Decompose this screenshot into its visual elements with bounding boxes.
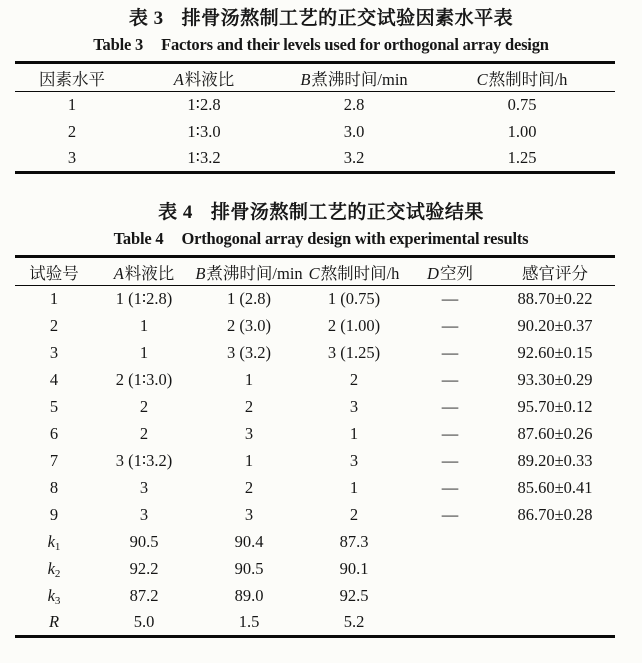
scanned-paper-page <box>0 6 642 638</box>
table-cell: 1∶2.8 <box>187 95 221 115</box>
table-cell: 87.2 <box>129 586 159 605</box>
table3-label-cn: 表 3 <box>128 8 164 29</box>
table-row <box>15 340 615 367</box>
table-row <box>15 610 615 637</box>
table-cell: 92.2 <box>129 559 159 578</box>
table-cell: 2 <box>244 478 254 497</box>
table-cell: 2 (1.00) <box>327 316 381 335</box>
column-header: C熬制时间/h <box>303 257 405 286</box>
table-cell: — <box>441 343 459 362</box>
row-label: 1 <box>49 289 59 309</box>
table-cell: 2 <box>349 370 359 389</box>
column-header: C熬制时间/h <box>429 63 615 92</box>
table-cell: 2 <box>244 397 254 416</box>
table-cell: 90.4 <box>234 532 264 551</box>
table4-label-en: Table 4 <box>113 229 164 248</box>
factor-letter: A <box>173 69 184 89</box>
table-cell: — <box>441 424 459 443</box>
table-cell: — <box>441 370 459 389</box>
table-row <box>15 367 615 394</box>
table3-grid <box>15 61 615 174</box>
column-header: B煮沸时间/min <box>279 63 429 92</box>
column-header: A料液比 <box>93 257 195 286</box>
table-cell: 1.00 <box>507 122 537 141</box>
table4-title-en: Orthogonal array design with experimental results <box>181 229 529 248</box>
table-cell: 3 <box>349 451 359 470</box>
table-cell: — <box>441 397 459 416</box>
table-cell: 1.25 <box>507 148 537 168</box>
table-cell: 89.0 <box>234 586 264 605</box>
column-header: A料液比 <box>129 63 279 92</box>
row-label: $k_1$ <box>47 532 61 553</box>
table-row <box>15 146 615 173</box>
table3-section <box>0 6 642 174</box>
factor-letter: C <box>476 69 488 89</box>
table4-grid <box>15 255 615 638</box>
factor-letter: A <box>113 263 124 283</box>
table-cell: 90.1 <box>339 559 369 578</box>
table-row <box>15 421 615 448</box>
table-cell: 1 <box>349 424 359 443</box>
table-cell: 89.20±0.33 <box>517 451 593 470</box>
row-label: $k_2$ <box>47 559 61 580</box>
table-cell <box>495 529 615 556</box>
table-cell: 85.60±0.41 <box>517 478 593 497</box>
table-cell <box>495 556 615 583</box>
table-cell: 1 <box>139 316 149 335</box>
factor-letter: B <box>195 263 206 283</box>
table-cell: 87.60±0.26 <box>517 424 593 443</box>
table-row <box>15 583 615 610</box>
row-label: 9 <box>49 505 59 524</box>
table-cell: 3 <box>244 424 254 443</box>
table-cell <box>495 583 615 610</box>
table-cell: 88.70±0.22 <box>517 289 593 309</box>
table-cell: 1 <box>139 343 149 362</box>
column-header: 感官评分 <box>495 257 615 286</box>
table-cell <box>405 556 495 583</box>
table-cell: 90.5 <box>234 559 264 578</box>
table-cell: 86.70±0.28 <box>517 505 593 524</box>
factor-letter: D <box>427 263 439 283</box>
table-row <box>15 394 615 421</box>
table-cell: 1 (2.8) <box>227 289 271 309</box>
table-cell <box>405 583 495 610</box>
table-cell: — <box>441 505 459 524</box>
table4-caption-english <box>0 226 642 252</box>
table-cell: 1∶3.0 <box>187 122 221 141</box>
table-cell: 3 <box>349 397 359 416</box>
table-cell: 1 <box>244 370 254 389</box>
table3-label-en: Table 3 <box>93 35 144 54</box>
row-label: 1 <box>67 95 77 115</box>
table-cell: — <box>441 451 459 470</box>
table-cell: 2 <box>139 424 149 443</box>
table-cell: 1 (1∶2.8) <box>115 289 173 309</box>
table-cell: 87.3 <box>339 532 369 551</box>
table-cell: 1∶3.2 <box>187 148 221 168</box>
table-cell: 3 <box>244 505 254 524</box>
table-cell <box>405 529 495 556</box>
row-label: R <box>48 612 60 632</box>
table-cell: 5.2 <box>343 612 365 632</box>
table-cell: — <box>441 478 459 497</box>
table-cell <box>495 610 615 637</box>
row-label: 2 <box>49 316 59 335</box>
table-cell: 92.60±0.15 <box>517 343 593 362</box>
table-cell: 2 <box>349 505 359 524</box>
table-cell: 2 (1∶3.0) <box>115 370 173 389</box>
row-label: 8 <box>49 478 59 497</box>
header-row <box>15 257 615 286</box>
factor-letter: B <box>300 69 311 89</box>
table-cell: 3 (3.2) <box>227 343 271 362</box>
row-label: 5 <box>49 397 59 416</box>
table-cell: 92.5 <box>339 586 369 605</box>
table4-label-cn: 表 4 <box>158 202 193 223</box>
table-row <box>15 502 615 529</box>
table-cell: 5.0 <box>133 612 155 632</box>
column-header: 因素水平 <box>15 63 129 92</box>
table-cell: 90.5 <box>129 532 159 551</box>
table4-section <box>0 200 642 638</box>
table-cell: 95.70±0.12 <box>517 397 593 416</box>
table-cell: 1 <box>244 451 254 470</box>
table-cell: 1 (0.75) <box>327 289 381 309</box>
table3-title-en: Factors and their levels used for orthogonal array design <box>161 35 549 54</box>
table4-title-cn: 排骨汤熬制工艺的正交试验结果 <box>210 202 484 223</box>
row-label: $k_3$ <box>47 586 61 607</box>
row-label: 3 <box>49 343 59 362</box>
header-row <box>15 63 615 92</box>
table-cell: 3 <box>139 505 149 524</box>
column-header: 试验号 <box>15 257 93 286</box>
table-row <box>15 313 615 340</box>
table-cell: — <box>441 289 459 309</box>
column-header: B煮沸时间/min <box>195 257 303 286</box>
table-cell: 0.75 <box>507 95 537 115</box>
table4-caption-chinese <box>0 200 642 226</box>
table-cell: 90.20±0.37 <box>517 316 593 335</box>
table-cell: 3.2 <box>343 148 365 168</box>
table-row <box>15 119 615 146</box>
table-cell: — <box>441 316 459 335</box>
row-label: 3 <box>67 148 77 168</box>
row-label: 7 <box>49 451 59 470</box>
table-cell: 3 <box>139 478 149 497</box>
table-row <box>15 286 615 313</box>
table3-caption-english <box>0 32 642 58</box>
table-cell: 3 (1∶3.2) <box>115 451 173 470</box>
row-label: 6 <box>49 424 59 443</box>
table-row <box>15 475 615 502</box>
row-label: 2 <box>67 122 77 141</box>
table-cell: 3.0 <box>343 122 365 141</box>
table-cell: 1.5 <box>238 612 260 632</box>
table3-caption-chinese <box>0 6 642 32</box>
table-row <box>15 556 615 583</box>
table-cell <box>405 610 495 637</box>
table-row <box>15 448 615 475</box>
row-label: 4 <box>49 370 59 389</box>
table-cell: 1 <box>349 478 359 497</box>
column-header: D空列 <box>405 257 495 286</box>
factor-letter: C <box>308 263 320 283</box>
table-cell: 2 (3.0) <box>227 316 271 335</box>
table-cell: 3 (1.25) <box>327 343 381 362</box>
table-cell: 2 <box>139 397 149 416</box>
table3-title-cn: 排骨汤熬制工艺的正交试验因素水平表 <box>181 8 514 29</box>
table-cell: 93.30±0.29 <box>517 370 593 389</box>
table-cell: 2.8 <box>343 95 365 115</box>
table-row <box>15 92 615 119</box>
table-row <box>15 529 615 556</box>
